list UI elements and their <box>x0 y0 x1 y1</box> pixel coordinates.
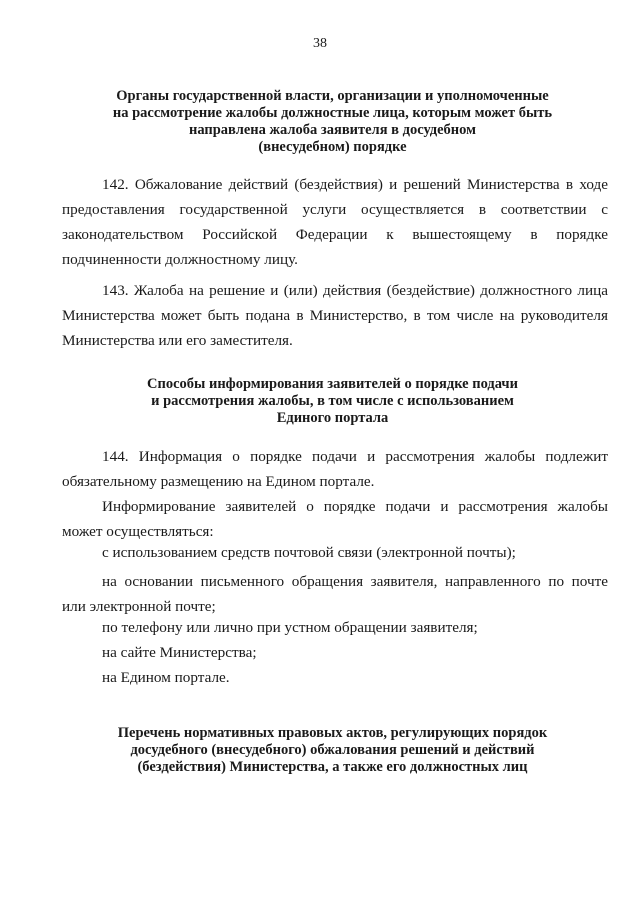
list-item-post: с использованием средств почтовой связи (электронной почты); <box>102 544 516 561</box>
heading-line: (внесудебном) порядке <box>258 139 407 155</box>
list-item-written: на основании письменного обращения заявителя, направленного по почте или электронной почте; <box>62 573 608 615</box>
heading-line: Перечень нормативных правовых актов, регулирующих порядок <box>117 725 548 741</box>
heading-line: Органы государственной власти, организации и уполномоченные <box>116 88 549 104</box>
page-number: 38 <box>313 36 327 51</box>
heading-line: (бездействия) Министерства, а также его должностных лиц <box>137 759 528 775</box>
paragraph-144: 144. Информация о порядке подачи и рассмотрения жалобы подлежит обязательному размещению на Едином портале. <box>62 448 608 490</box>
paragraph-142: 142. Обжалование действий (бездействия) и решений Министерства в ходе предоставления государственной услуги осуществляется в соответствии с законодательством Российской Федерации к вышестоящему в порядке подчиненности должностному лицу. <box>62 176 608 268</box>
list-item-site: на сайте Министерства; <box>102 644 257 661</box>
heading-line: досудебного (внесудебного) обжалования решений и действий <box>130 742 535 758</box>
list-item-portal: на Едином портале. <box>102 669 230 686</box>
section-heading-regulations <box>60 725 605 776</box>
section-heading-informing <box>60 376 605 427</box>
paragraph-143: 143. Жалоба на решение и (или) действия (бездействие) должностного лица Министерства может быть подана в Министерство, в том числе на руководителя Министерства или его заместителя. <box>62 282 608 349</box>
section-heading-authorities <box>60 88 605 156</box>
heading-line: Способы информирования заявителей о порядке подачи <box>147 376 518 392</box>
heading-line: и рассмотрения жалобы, в том числе с использованием <box>151 393 514 409</box>
list-item-phone: по телефону или лично при устном обращении заявителя; <box>102 619 478 636</box>
paragraph-informing: Информирование заявителей о порядке подачи и рассмотрения жалобы может осуществляться: <box>62 498 608 540</box>
heading-line: на рассмотрение жалобы должностные лица, которым может быть <box>112 105 553 121</box>
heading-line: Единого портала <box>276 410 389 426</box>
heading-line: направлена жалоба заявителя в досудебном <box>188 122 477 138</box>
